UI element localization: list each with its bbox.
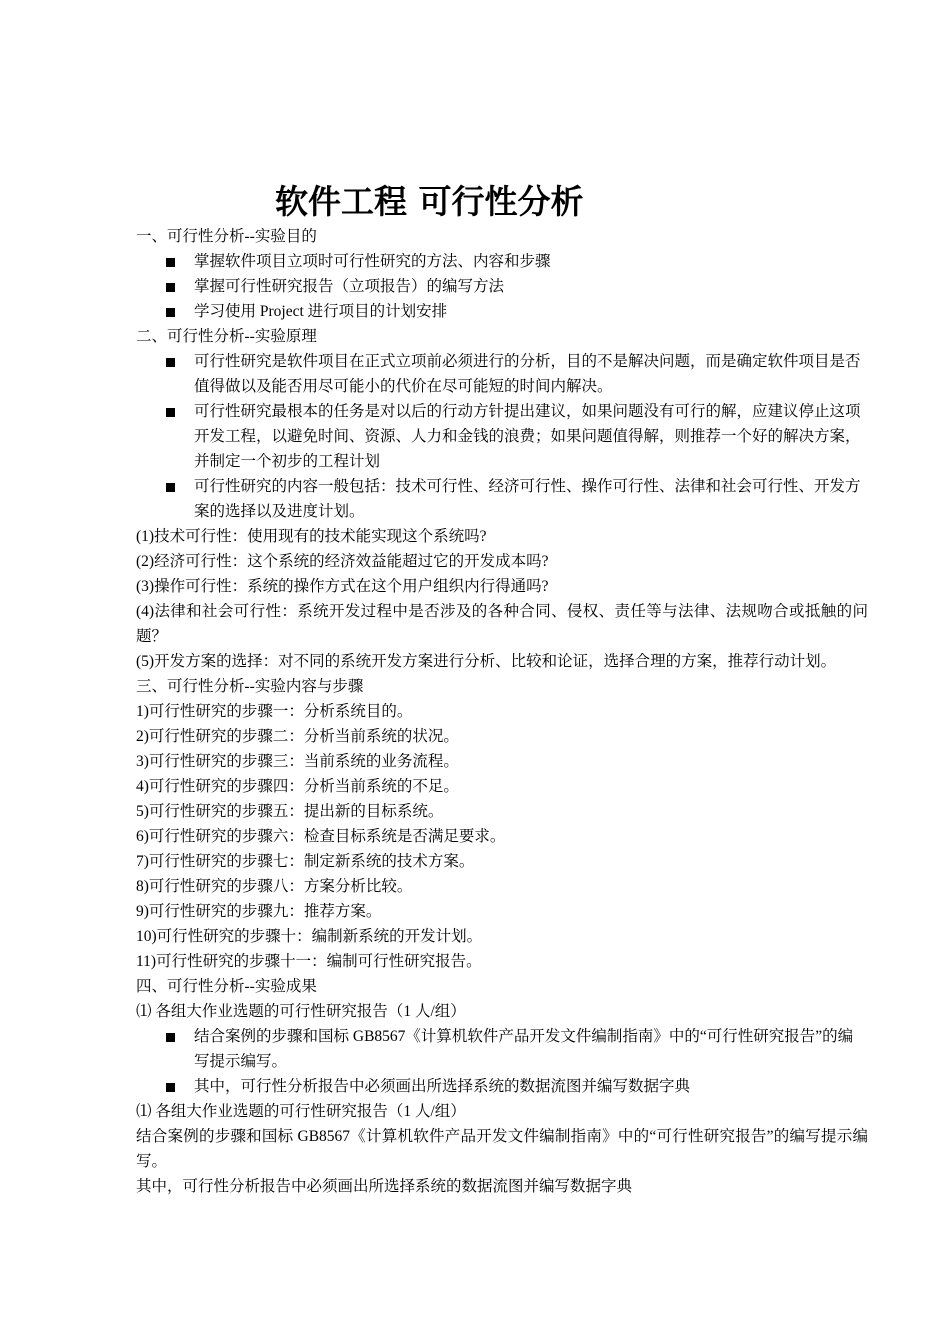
text-line: 6)可行性研究的步骤六：检查目标系统是否满足要求。: [136, 828, 506, 845]
paragraph: (5)开发方案的选择：对不同的系统开发方案进行分析、比较和论证，选择合理的方案，推荐行动计划。: [136, 653, 837, 670]
bullet-item: [136, 474, 868, 524]
text-line: 7)可行性研究的步骤七：制定新系统的技术方案。: [136, 853, 475, 870]
bullet-item: [136, 1024, 868, 1074]
text-line: ⑴ 各组大作业选题的可行性研究报告（1 人/组）: [136, 1103, 466, 1120]
bullet-item: [136, 299, 868, 324]
bullet-text: 可行性研究最根本的任务是对以后的行动方针提出建议，如果问题没有可行的解，应建议停止这项开发工程，以避免时间、资源、人力和金钱的浪费；如果问题值得解，则推荐一个好的解决方案，并制定一个初步的工程计划: [194, 403, 861, 470]
bullet-text: 其中，可行性分析报告中必须画出所选择系统的数据流图并编写数据字典: [194, 1078, 691, 1095]
square-bullet-icon: [166, 308, 175, 317]
text-line: 一、可行性分析--实验目的: [136, 228, 317, 245]
text-line: 5)可行性研究的步骤五：提出新的目标系统。: [136, 803, 444, 820]
square-bullet-icon: [166, 283, 175, 292]
paragraph: (3)操作可行性：系统的操作方式在这个用户组织内行得通吗?: [136, 578, 549, 595]
text-line: 2)可行性研究的步骤二：分析当前系统的状况。: [136, 728, 459, 745]
bullet-text: 可行性研究是软件项目在正式立项前必须进行的分析，目的不是解决问题，而是确定软件项目是否值得做以及能否用尽可能小的代价在尽可能短的时间内解决。: [194, 353, 861, 395]
text-line: 三、可行性分析--实验内容与步骤: [136, 678, 364, 695]
text-line: 3)可行性研究的步骤三：当前系统的业务流程。: [136, 753, 459, 770]
bullet-item: [136, 249, 868, 274]
paragraph: (4)法律和社会可行性：系统开发过程中是否涉及的各种合同、侵权、责任等与法律、法规吻合或抵触的问题？: [136, 603, 868, 645]
document-title: 软件工程 可行性分析: [275, 182, 584, 221]
text-line: 四、可行性分析--实验成果: [136, 978, 317, 995]
text-line: 10)可行性研究的步骤十：编制新系统的开发计划。: [136, 928, 483, 945]
square-bullet-icon: [166, 483, 175, 492]
bullet-text: 可行性研究的内容一般包括：技术可行性、经济可行性、操作可行性、法律和社会可行性、开发方案的选择以及进度计划。: [194, 478, 861, 520]
square-bullet-icon: [166, 358, 175, 367]
square-bullet-icon: [166, 1033, 175, 1042]
bullet-text: 掌握软件项目立项时可行性研究的方法、内容和步骤: [194, 253, 551, 270]
text-line: 8)可行性研究的步骤八：方案分析比较。: [136, 878, 413, 895]
bullet-text: 学习使用 Project 进行项目的计划安排: [194, 303, 448, 320]
text-line: ⑴ 各组大作业选题的可行性研究报告（1 人/组）: [136, 1003, 466, 1020]
document-body: [136, 180, 868, 1199]
paragraph: 其中，可行性分析报告中必须画出所选择系统的数据流图并编写数据字典: [136, 1178, 633, 1195]
text-line: 11)可行性研究的步骤十一：编制可行性研究报告。: [136, 953, 482, 970]
bullet-item: [136, 1074, 868, 1099]
bullet-text: 结合案例的步骤和国标 GB8567《计算机软件产品开发文件编制指南》中的“可行性研究报告”的编写提示编写。: [194, 1028, 854, 1070]
paragraph: (2)经济可行性：这个系统的经济效益能超过它的开发成本吗?: [136, 553, 549, 570]
square-bullet-icon: [166, 258, 175, 267]
bullet-item: [136, 399, 868, 474]
paragraph: (1)技术可行性：使用现有的技术能实现这个系统吗?: [136, 528, 487, 545]
square-bullet-icon: [166, 1083, 175, 1092]
text-line: 1)可行性研究的步骤一：分析系统目的。: [136, 703, 413, 720]
bullet-text: 掌握可行性研究报告（立项报告）的编写方法: [194, 278, 505, 295]
paragraph: 结合案例的步骤和国标 GB8567《计算机软件产品开发文件编制指南》中的“可行性研究报告”的编写提示编写。: [136, 1128, 868, 1170]
text-line: 9)可行性研究的步骤九：推荐方案。: [136, 903, 382, 920]
square-bullet-icon: [166, 408, 175, 417]
bullet-item: [136, 349, 868, 399]
text-line: 4)可行性研究的步骤四：分析当前系统的不足。: [136, 778, 459, 795]
bullet-item: [136, 274, 868, 299]
text-line: 二、可行性分析--实验原理: [136, 328, 317, 345]
